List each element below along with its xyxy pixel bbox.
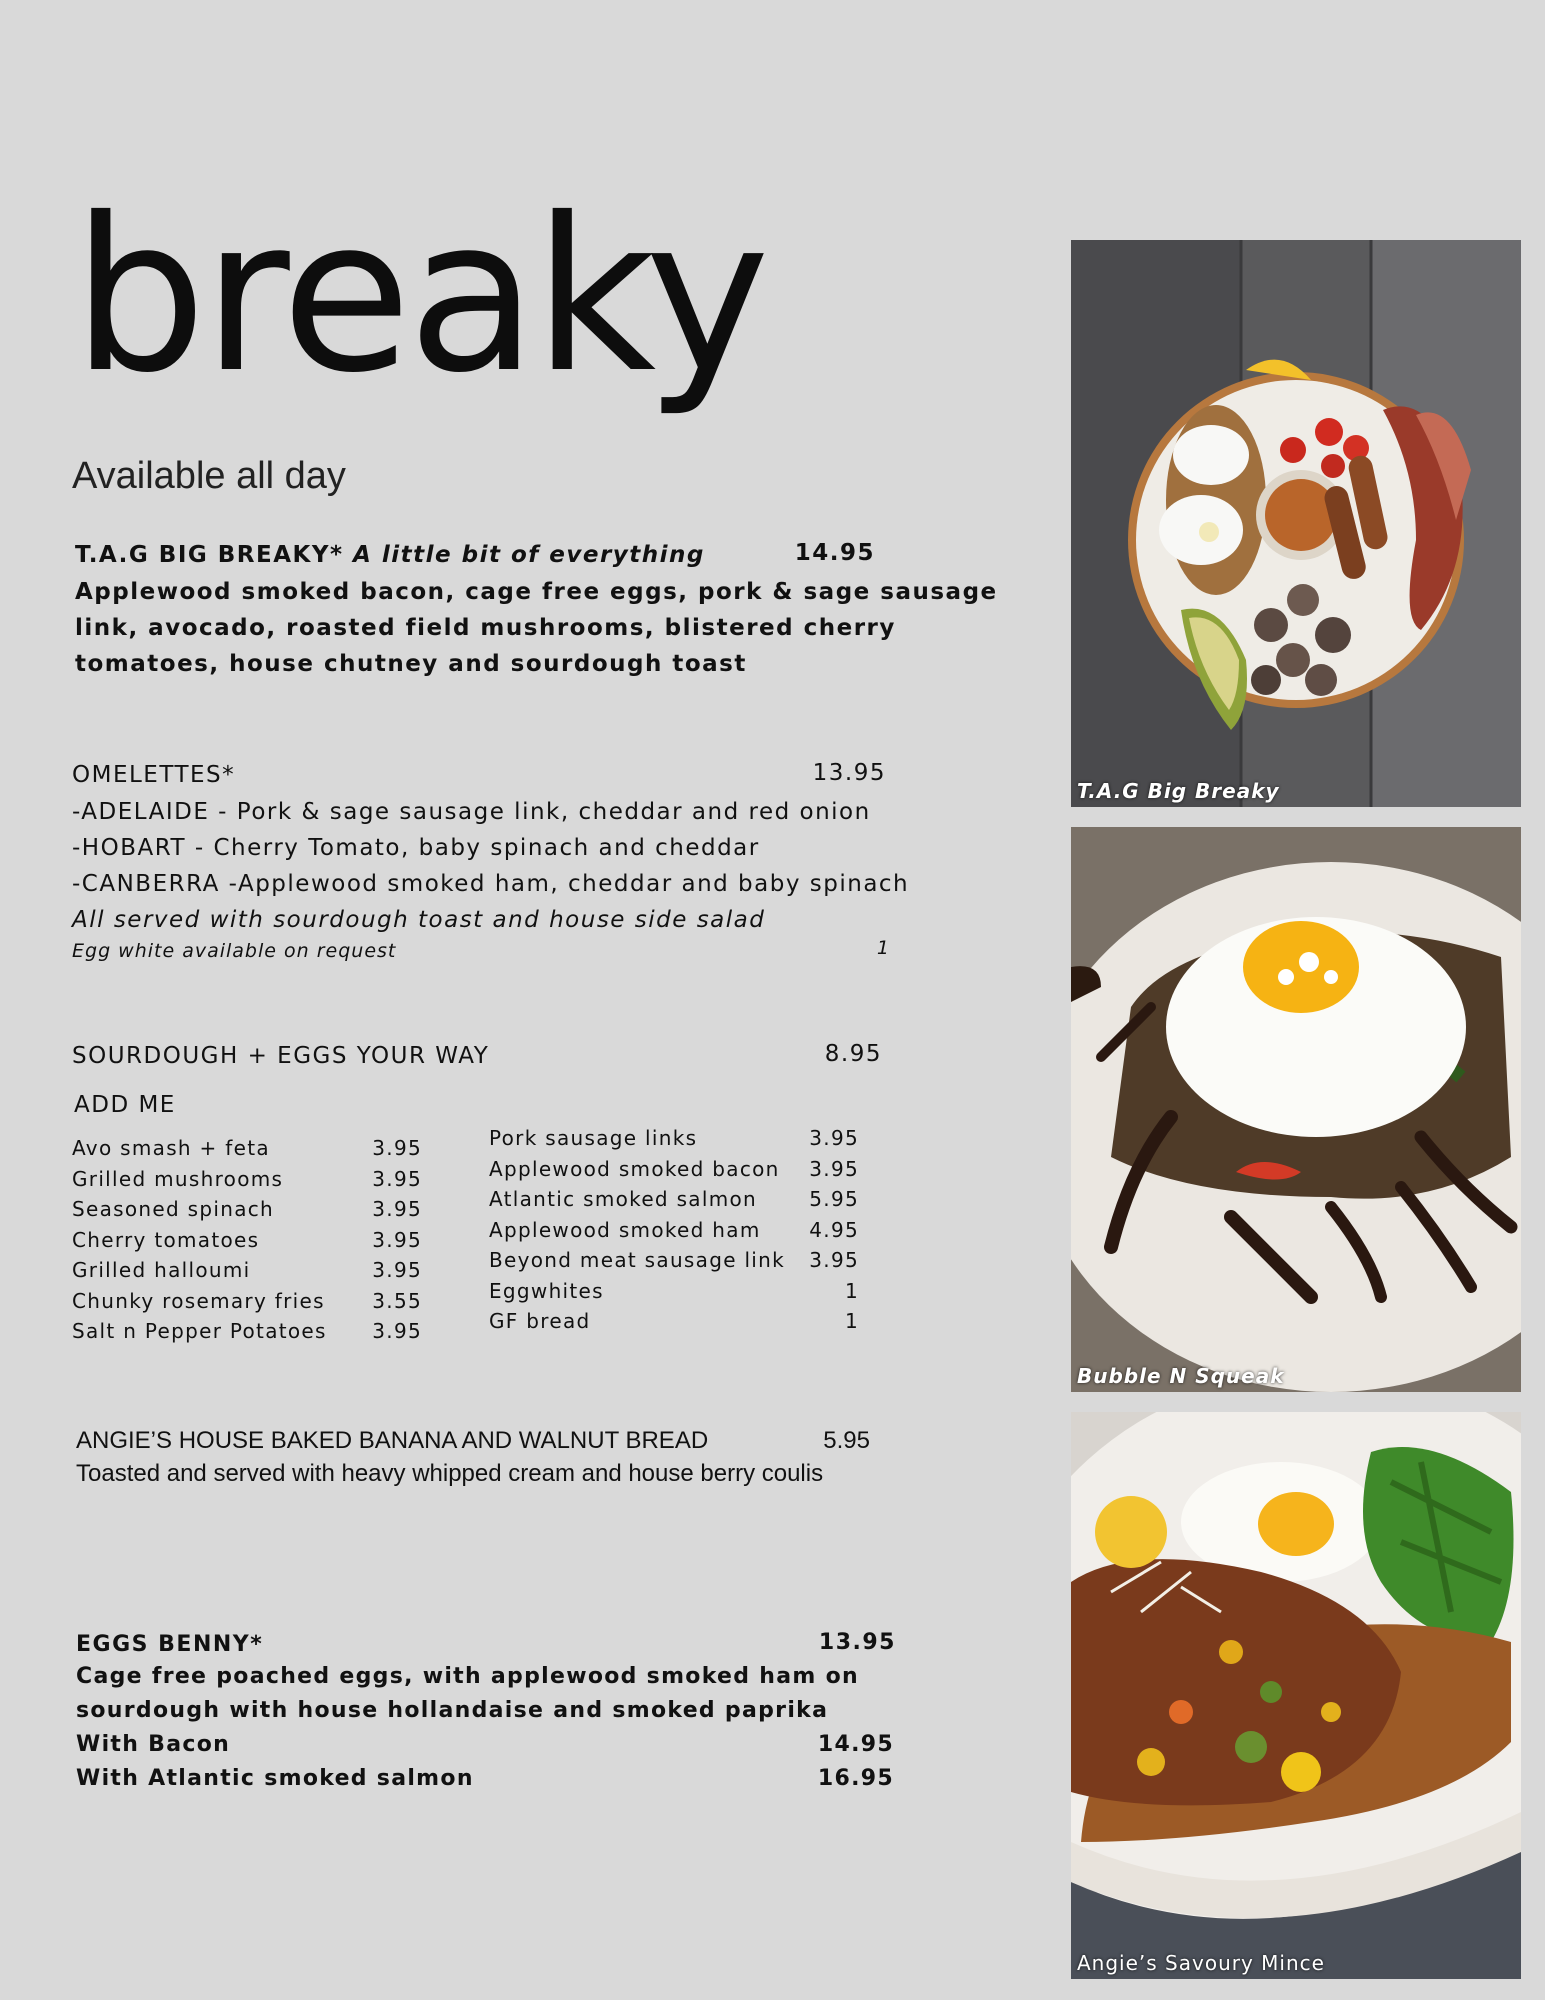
add-me-left-list [72,1133,422,1347]
omelettes-served-with: All served with sourdough toast and house side salad [72,907,766,933]
add-me-item: Salt n Pepper Potatoes 3.95 [72,1319,422,1343]
photo-caption: T.A.G Big Breaky [1077,779,1280,803]
eggs-benny-desc-line: sourdough with house hollandaise and smoked paprika [76,1698,829,1723]
omelette-option: -HOBART - Cherry Tomato, baby spinach and cheddar [72,835,760,861]
add-me-item: Grilled mushrooms 3.95 [72,1166,422,1191]
eggs-benny-description [76,1660,859,1796]
add-me-item: Seasoned spinach 3.95 [72,1197,422,1221]
omelettes-name: OMELETTES* [72,762,236,788]
add-me-item: Applewood smoked bacon 3.95 [489,1156,859,1181]
big-breaky-desc-line: tomatoes, house chutney and sourdough toast [75,651,747,677]
banana-bread-desc: Toasted and served with heavy whipped cream and house berry coulis [76,1460,824,1487]
banana-bread-price: 5.95 [823,1427,870,1454]
egg-white-note: Egg white available on request [72,940,397,962]
add-me-item: Eggwhites 1 [489,1278,859,1303]
big-breaky-desc-line: Applewood smoked bacon, cage free eggs, pork & sage sausage [75,579,998,605]
menu-title: breaky [72,172,767,419]
eggs-benny-desc-line: Cage free poached eggs, with applewood smoked ham on [76,1664,859,1689]
add-me-item: Applewood smoked ham 4.95 [489,1217,859,1242]
add-me-item: Beyond meat sausage link 3.95 [489,1248,859,1272]
photo-caption: Angie’s Savoury Mince [1077,1951,1325,1975]
omelette-option: -ADELAIDE - Pork & sage sausage link, cheddar and red onion [72,799,871,825]
eggs-benny-price: 13.95 [818,1630,896,1655]
add-me-item: Chunky rosemary fries 3.55 [72,1288,422,1313]
add-me-title: ADD ME [74,1092,176,1118]
eggs-benny-option-prices [790,1728,894,1796]
egg-white-price: 1 [876,937,890,959]
photo-big-breaky [1071,240,1521,807]
photo-savoury-mince [1071,1412,1521,1979]
big-breaky-description [75,574,998,682]
add-me-item: GF bread 1 [489,1309,859,1333]
big-breaky-desc-line: link, avocado, roasted field mushrooms, blistered cherry [75,615,896,641]
photo-bubble-n-squeak [1071,827,1521,1392]
omelettes-list [72,794,909,938]
eggs-benny-desc-line: With Atlantic smoked salmon [76,1766,474,1791]
eggs-benny-option-price: 14.95 [817,1732,894,1757]
big-breaky-name: T.A.G BIG BREAKY* [75,542,344,568]
banana-bread-name: ANGIE’S HOUSE BAKED BANANA AND WALNUT BREAD [76,1427,709,1454]
add-me-item: Atlantic smoked salmon 5.95 [489,1187,859,1211]
menu-subtitle: Available all day [72,455,346,497]
sourdough-name: SOURDOUGH + EGGS YOUR WAY [72,1043,490,1069]
big-breaky-price: 14.95 [794,540,875,566]
big-breaky-heading [75,537,705,573]
eggs-benny-name: EGGS BENNY* [76,1632,264,1657]
sourdough-price: 8.95 [824,1041,882,1067]
eggs-benny-option-price: 16.95 [817,1766,894,1791]
add-me-item: Cherry tomatoes 3.95 [72,1227,422,1252]
add-me-item: Avo smash + feta 3.95 [72,1136,422,1160]
omelettes-price: 13.95 [812,760,886,786]
add-me-right-list [489,1123,859,1337]
eggs-benny-desc-line: With Bacon [76,1732,231,1757]
big-breaky-tagline: A little bit of everything [353,542,705,568]
add-me-item: Grilled halloumi 3.95 [72,1258,422,1282]
omelette-option: -CANBERRA -Applewood smoked ham, cheddar and baby spinach [72,871,910,897]
photo-caption: Bubble N Squeak [1077,1364,1285,1388]
add-me-item: Pork sausage links 3.95 [489,1126,859,1150]
